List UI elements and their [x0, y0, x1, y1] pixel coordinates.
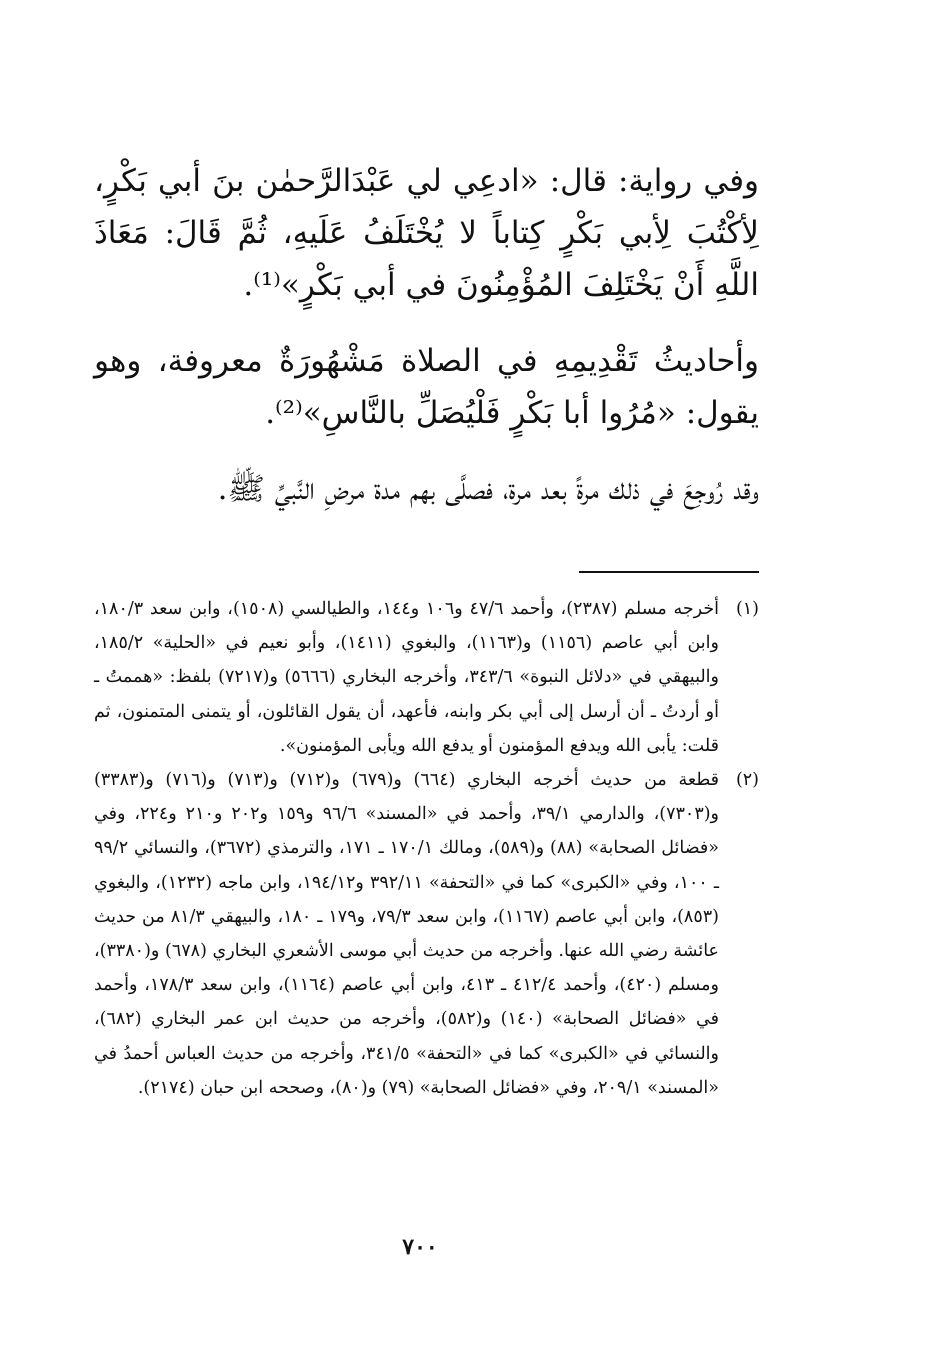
- main-paragraph: وفي رواية: قال: «ادعِي لي عَبْدَالرَّحمٰن بنَ أبي بَكْرٍ، لِأكْتُبَ لِأبي بَكْرٍ كِتاباً لا يُخْتَلَفُ عَلَيهِ، ثُمَّ قَالَ: مَعَاذَ اللَّهِ أَنْ يَخْتَلِفَ المُؤْمِنُونَ في أبي بَكْرٍ»⁽¹⁾.: [94, 163, 759, 303]
- footnote: [94, 592, 759, 763]
- main-paragraph: وقد رُوجِعَ في ذلك مرةً بعد مرة، فصلَّى بهم مدة مرضِ النَّبيِّ ﷺ.: [217, 471, 759, 507]
- main-paragraph: وأحاديثُ تَقْدِيمِهِ في الصلاة مَشْهُورَةٌ معروفة، وهو يقول: «مُرُوا أبا بَكْرٍ فَلْيُصَلِّ بالنَّاسِ»⁽²⁾.: [94, 343, 759, 431]
- footnote-text: قطعة من حديث أخرجه البخاري (٦٦٤) و(٦٧٩) و(٧١٢) و(٧١٣) و(٧١٦) و(٣٣٨٣) و(٧٣٠٣)، والدارمي ٣٩/١، وأحمد في «المسند» ٩٦/٦ و١٥٩ و٢٠٢ و٢١٠ و٢٢٤، وفي «فضائل الصحابة» (٨٨) و(٥٨٩)، ومالك ١٧٠/١ ـ ١٧١، والترمذي (٣٦٧٢)، والنسائي ٩٩/٢ ـ ١٠٠، وفي «الكبرى» كما في «التحفة» ٣٩٢/١١ و١٩٤/١٢، وابن ماجه (١٢٣٢)، والبغوي (٨٥٣)، وابن أبي عاصم (١١٦٧)، وابن سعد ٧٩/٣، و١٧٩ ـ ١٨٠، والبيهقي ٨١/٣ من حديث عائشة رضي الله عنها. وأخرجه من حديث أبي موسى الأشعري البخاري (٦٧٨) و(٣٣٨٠)، ومسلم (٤٢٠)، وأحمد ٤١٢/٤ ـ ٤١٣، وابن أبي عاصم (١١٦٤)، وابن سعد ١٧٨/٣، وأحمد في «فضائل الصحابة» (١٤٠) و(٥٨٢)، وأخرجه من حديث ابن عمر البخاري (٦٨٢)، والنسائي في «الكبرى» كما في «التحفة» ٣٤١/٥، وأخرجه من حديث العباس أحمدُ في «المسند» ٢٠٩/١، وفي «فضائل الصحابة» (٧٩) و(٨٠)، وصححه ابن حبان (٢١٧٤).: [94, 770, 720, 1098]
- footnote-text: أخرجه مسلم (٢٣٨٧)، وأحمد ٤٧/٦ و١٠٦ و١٤٤، والطيالسي (١٥٠٨)، وابن سعد ١٨٠/٣، وابن أبي عاصم (١١٥٦) و(١١٦٣)، والبغوي (١٤١١)، وأبو نعيم في «الحلية» ١٨٥/٢، والبيهقي في «دلائل النبوة» ٣٤٣/٦، وأخرجه البخاري (٥٦٦٦) و(٧٢١٧) بلفظ: «هممتُ ـ أو أردتُ ـ أن أرسل إلى أبي بكر وابنه، فأعهد، أن يقول القائلون، أو يتمنى المتمنون، ثم قلت: يأبى الله ويدفع المؤمنون أو يدفع الله ويأبى المؤمنون».: [94, 599, 720, 756]
- footnote: [94, 763, 759, 1105]
- footnotes-section: [94, 592, 759, 1105]
- footnote-divider: [579, 571, 759, 573]
- footnote-number: (٢): [735, 770, 759, 791]
- footnote-number: (١): [735, 599, 759, 619]
- page-number: ٧٠٠: [402, 1234, 438, 1260]
